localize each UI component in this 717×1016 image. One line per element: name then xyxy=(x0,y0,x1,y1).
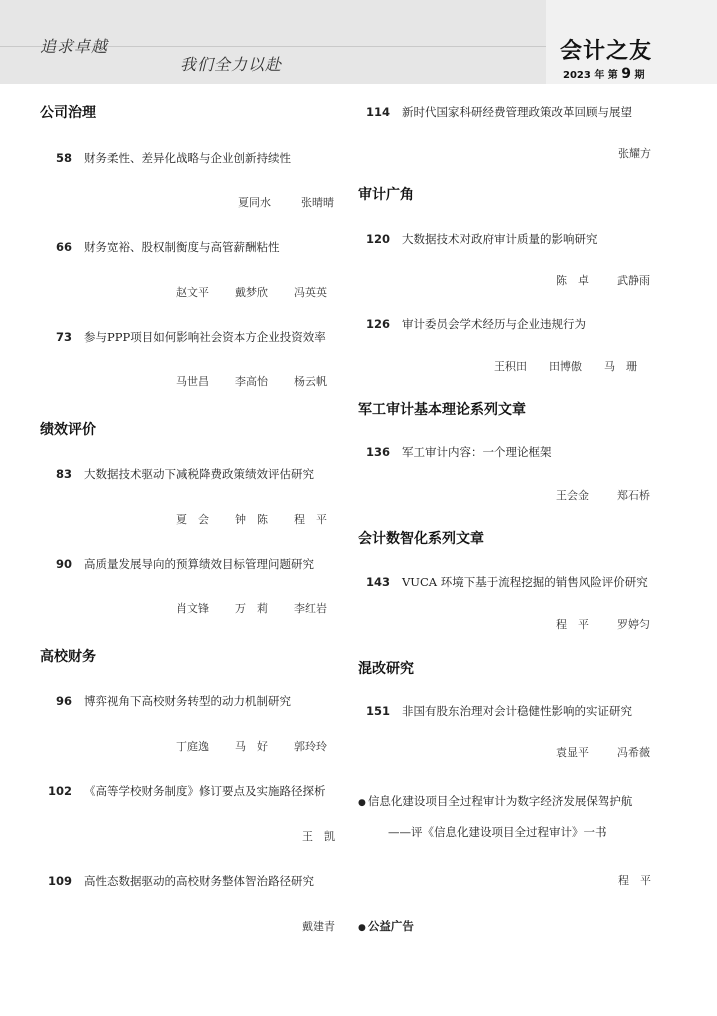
toc-entry[interactable] xyxy=(40,693,291,709)
section-title-mixed-ownership-reform: 混改研究 xyxy=(358,661,414,677)
review-subtitle: ——评《信息化建设项目全过程审计》一书 xyxy=(388,825,607,839)
article-authors xyxy=(302,828,335,844)
author: 丁庭逸 xyxy=(176,740,209,753)
section-title-military-audit-theory: 军工审计基本理论系列文章 xyxy=(358,402,526,418)
ad-label: 公益广告 xyxy=(367,919,414,933)
article-title: VUCA 环境下基于流程挖掘的销售风险评价研究 xyxy=(402,575,648,589)
article-authors xyxy=(176,284,327,300)
author: 万 莉 xyxy=(235,602,268,615)
issue-number: 9 xyxy=(621,66,632,82)
issue-info xyxy=(563,66,645,82)
author: 田博傲 xyxy=(549,360,582,373)
toc-entry[interactable] xyxy=(40,873,314,889)
author: 罗婷匀 xyxy=(617,618,650,631)
author: 肖文锋 xyxy=(176,602,209,615)
author: 李高怡 xyxy=(235,375,268,388)
slogan-line-1: 追求卓越 xyxy=(40,37,109,56)
author: 程 平 xyxy=(556,618,589,631)
page-number: 151 xyxy=(365,704,390,718)
slogan-line-2: 我们全力以赴 xyxy=(180,55,283,74)
author: 夏 会 xyxy=(176,513,209,526)
author: 程 平 xyxy=(294,513,327,526)
toc-entry[interactable] xyxy=(40,329,326,345)
author: 袁显平 xyxy=(556,746,589,759)
article-authors xyxy=(238,194,334,210)
author: 武静雨 xyxy=(617,274,650,287)
author: 李红岩 xyxy=(294,602,327,615)
issue-unit: 期 xyxy=(634,70,645,81)
article-authors xyxy=(556,272,650,288)
author: 马 好 xyxy=(235,740,268,753)
toc-entry[interactable] xyxy=(40,783,326,799)
bullet-icon: ● xyxy=(358,798,366,808)
author: 钟 陈 xyxy=(235,513,268,526)
page-number: 73 xyxy=(55,330,72,344)
author: 冯希薇 xyxy=(617,746,650,759)
section-title-performance-evaluation: 绩效评价 xyxy=(40,422,96,438)
article-title: 非国有股东治理对会计稳健性影响的实证研究 xyxy=(402,704,632,718)
article-title: 大数据技术驱动下减税降费政策绩效评估研究 xyxy=(84,467,314,481)
toc-entry[interactable] xyxy=(40,556,314,572)
section-title-audit-perspective: 审计广角 xyxy=(358,187,414,203)
section-title-accounting-digitalization: 会计数智化系列文章 xyxy=(358,531,484,547)
page-number: 96 xyxy=(55,694,72,708)
article-title: 财务柔性、差异化战略与企业创新持续性 xyxy=(84,151,291,165)
author: 郭玲玲 xyxy=(294,740,327,753)
author: 夏同水 xyxy=(238,196,271,209)
article-authors xyxy=(176,373,327,389)
author: 杨云帆 xyxy=(294,375,327,388)
book-review-entry[interactable] xyxy=(358,793,632,809)
article-title: 新时代国家科研经费管理政策改革回顾与展望 xyxy=(402,105,632,119)
article-title: 财务宽裕、股权制衡度与高管薪酬粘性 xyxy=(84,240,280,254)
article-authors xyxy=(302,918,335,934)
author: 戴建青 xyxy=(302,920,335,933)
toc-entry[interactable] xyxy=(40,466,314,482)
author: 陈 卓 xyxy=(556,274,589,287)
article-title: 审计委员会学术经历与企业违规行为 xyxy=(402,317,586,331)
article-title: 高性态数据驱动的高校财务整体智治路径研究 xyxy=(84,874,314,888)
article-authors xyxy=(556,744,650,760)
article-title: 《高等学校财务制度》修订要点及实施路径探析 xyxy=(84,784,326,798)
toc-entry[interactable] xyxy=(358,703,632,719)
section-title-university-finance: 高校财务 xyxy=(40,649,96,665)
section-title-corporate-governance: 公司治理 xyxy=(40,105,96,121)
page-number: 120 xyxy=(365,232,390,246)
author: 马世昌 xyxy=(176,375,209,388)
article-authors xyxy=(556,616,650,632)
article-title: 军工审计内容：一个理论框架 xyxy=(402,445,552,459)
article-authors xyxy=(176,511,327,527)
toc-entry[interactable] xyxy=(358,444,552,460)
public-service-ad-entry[interactable] xyxy=(358,918,414,934)
toc-entry[interactable] xyxy=(358,231,598,247)
author: 张晴晴 xyxy=(301,196,334,209)
author: 戴梦欣 xyxy=(235,286,268,299)
toc-entry[interactable] xyxy=(358,574,648,590)
page-number: 136 xyxy=(365,445,390,459)
toc-entry[interactable] xyxy=(40,239,280,255)
article-authors xyxy=(618,145,651,161)
page-number: 126 xyxy=(365,317,390,331)
article-authors xyxy=(176,600,327,616)
author: 王积田 xyxy=(494,360,527,373)
article-title: 高质量发展导向的预算绩效目标管理问题研究 xyxy=(84,557,314,571)
author: 程 平 xyxy=(618,874,651,887)
author: 王会金 xyxy=(556,489,589,502)
page-number: 66 xyxy=(55,240,72,254)
review-title: 信息化建设项目全过程审计为数字经济发展保驾护航 xyxy=(367,794,633,808)
author: 郑石桥 xyxy=(617,489,650,502)
page-number: 58 xyxy=(55,151,72,165)
article-authors xyxy=(176,738,327,754)
author: 王 凯 xyxy=(302,830,335,843)
masthead xyxy=(0,0,717,84)
page-number: 109 xyxy=(47,874,72,888)
magazine-title: 会计之友 xyxy=(560,39,653,64)
article-title: 大数据技术对政府审计质量的影响研究 xyxy=(402,232,598,246)
issue-year: 2023 年 第 xyxy=(563,70,618,81)
article-title: 博弈视角下高校财务转型的动力机制研究 xyxy=(84,694,291,708)
page-number: 114 xyxy=(365,105,390,119)
article-authors xyxy=(494,358,637,374)
article-authors xyxy=(556,487,650,503)
toc-entry[interactable] xyxy=(358,104,632,120)
article-title: 参与PPP项目如何影响社会资本方企业投资效率 xyxy=(84,330,326,344)
author: 马 珊 xyxy=(604,360,637,373)
author: 冯英英 xyxy=(294,286,327,299)
page-number: 102 xyxy=(47,784,72,798)
page-number: 83 xyxy=(55,467,72,481)
page-number: 143 xyxy=(365,575,390,589)
author: 张耀方 xyxy=(618,147,651,160)
article-authors xyxy=(618,872,651,888)
author: 赵文平 xyxy=(176,286,209,299)
page-number: 90 xyxy=(55,557,72,571)
toc-entry[interactable] xyxy=(40,150,291,166)
toc-entry[interactable] xyxy=(358,316,586,332)
bullet-icon: ● xyxy=(358,923,366,933)
